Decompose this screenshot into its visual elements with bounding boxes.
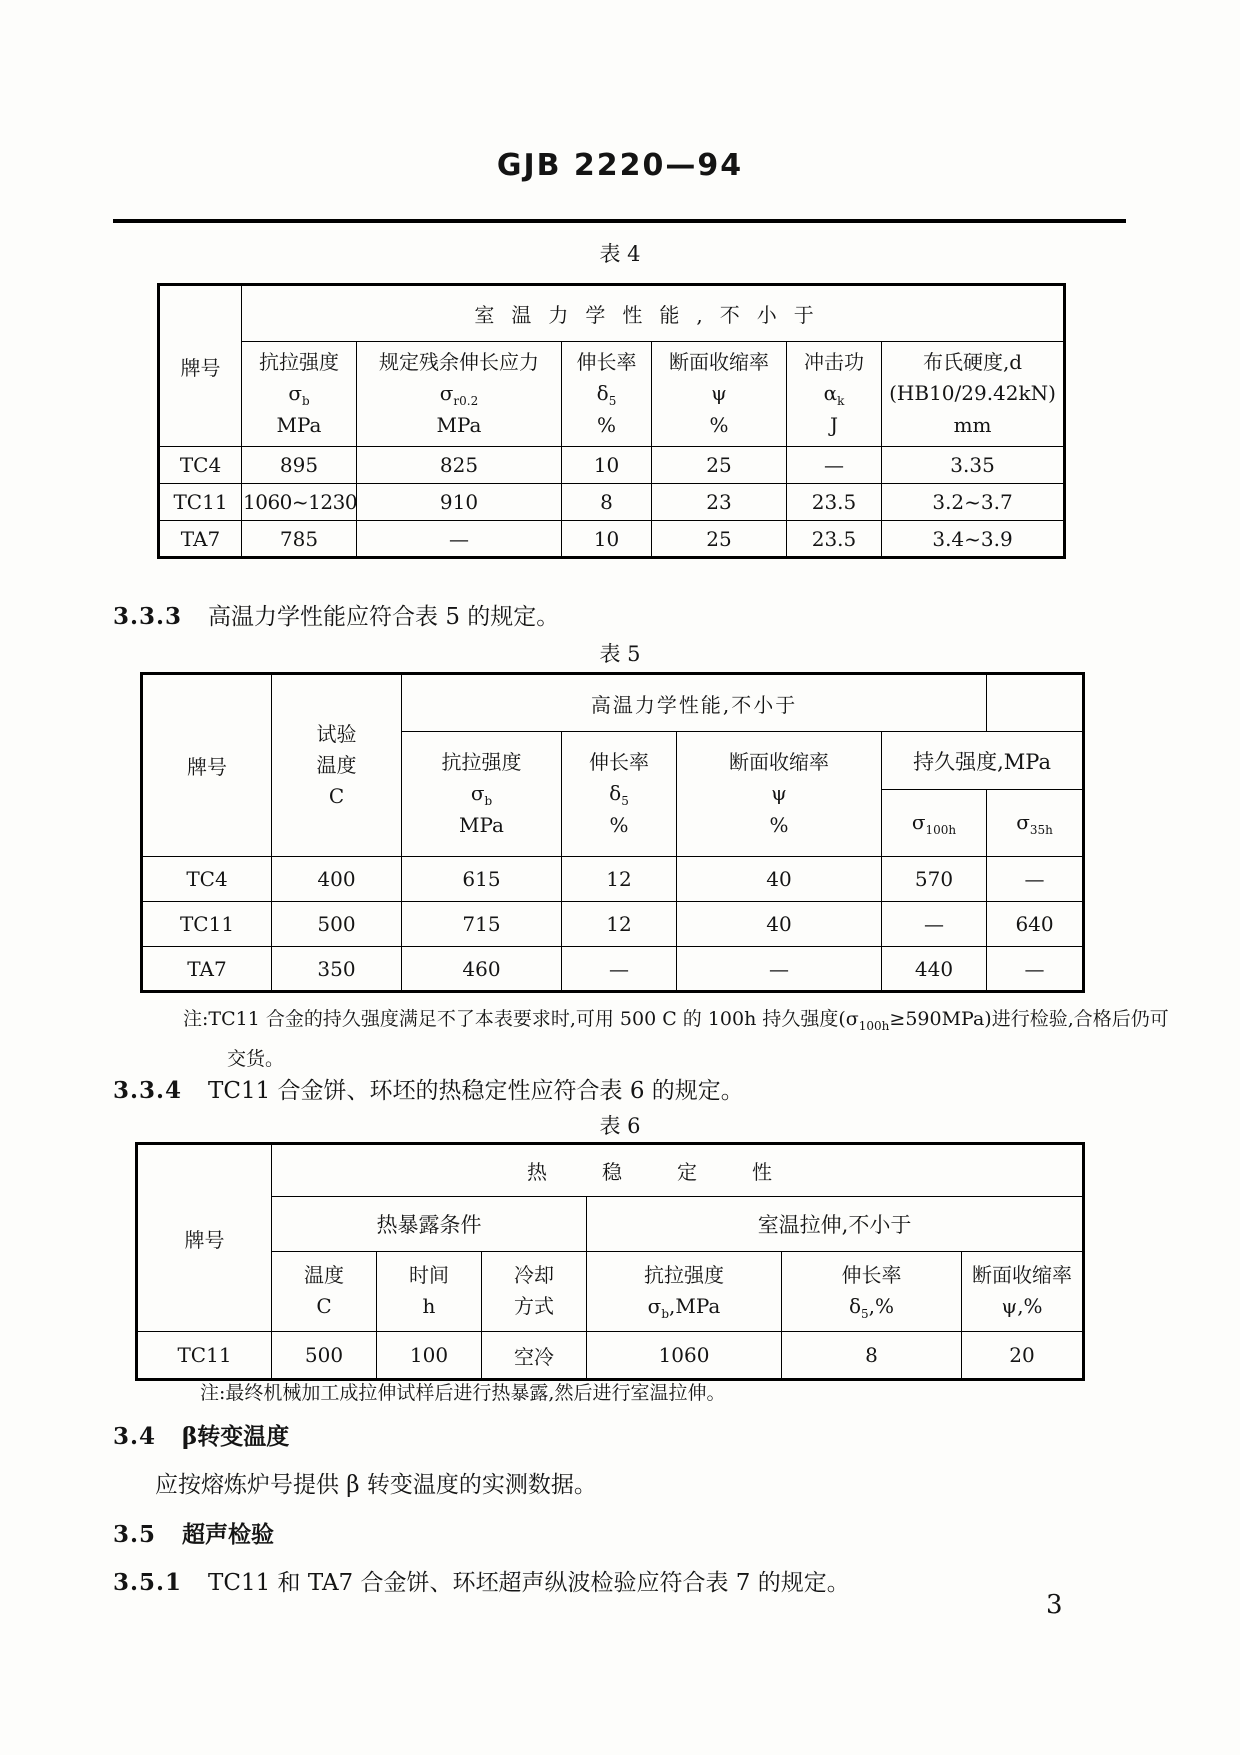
- data-cell: —: [987, 857, 1084, 902]
- col-title: 抗拉强度: [644, 1262, 724, 1287]
- data-cell: 3.35: [882, 447, 1065, 484]
- data-cell: 400: [272, 857, 402, 902]
- section-title: 超声检验: [182, 1521, 275, 1548]
- grade-cell: TC11: [137, 1332, 272, 1380]
- table-header-row: [159, 342, 1065, 447]
- table-row: [142, 947, 1084, 992]
- col-title: 抗拉强度: [259, 349, 339, 374]
- data-cell: 1060: [587, 1332, 782, 1380]
- data-cell: 500: [272, 902, 402, 947]
- col-symbol: $\delta_5$: [609, 780, 629, 808]
- table6-caption: 表 6: [599, 1114, 641, 1138]
- col-header-sigma-35h: $\sigma_{35h}$: [987, 790, 1084, 857]
- data-cell: 895: [242, 447, 357, 484]
- data-cell: 23: [652, 484, 787, 521]
- section-text: 应按熔炼炉号提供 β 转变温度的实测数据。: [155, 1472, 597, 1498]
- data-cell: 12: [562, 857, 677, 902]
- col-header-tensile-strength: [587, 1252, 782, 1332]
- grade-cell: TA7: [159, 521, 242, 558]
- grade-cell: TC11: [142, 902, 272, 947]
- col-header-cooling-mode: [482, 1252, 587, 1332]
- col-unit: C: [328, 784, 345, 808]
- note-line: 交货。: [227, 1047, 285, 1070]
- data-cell: 23.5: [787, 521, 882, 558]
- col-unit: mm: [953, 413, 992, 438]
- col-header-elongation: [782, 1252, 962, 1332]
- data-cell: 460: [402, 947, 562, 992]
- data-cell: 8: [562, 484, 652, 521]
- data-cell: 20: [962, 1332, 1084, 1380]
- col-symbol: $\delta_5$: [596, 380, 617, 408]
- col-header-reduction-of-area: [677, 732, 882, 857]
- section-number: 3.5.1: [113, 1569, 183, 1596]
- section-3-4-body: [155, 1466, 597, 1499]
- data-cell: 23.5: [787, 484, 882, 521]
- col-header-tensile-strength: [402, 732, 562, 857]
- data-cell: 640: [987, 902, 1084, 947]
- table-row: [137, 1332, 1084, 1380]
- table4-caption: 表 4: [599, 242, 641, 266]
- table-row: [159, 447, 1065, 484]
- data-cell: —: [562, 947, 677, 992]
- col-symbol: ψ,%: [1001, 1293, 1043, 1318]
- col-title: 规定残余伸长应力: [379, 349, 539, 374]
- col-header-brinell-hardness: [882, 342, 1065, 447]
- section-title: β转变温度: [182, 1423, 290, 1450]
- col-title: 冲击功: [804, 349, 864, 374]
- col-header-sigma-100h: $\sigma_{100h}$: [882, 790, 987, 857]
- data-cell: 12: [562, 902, 677, 947]
- col-symbol: $\sigma_b,MPa$: [647, 1293, 721, 1321]
- col-title: 布氏硬度,d: [922, 349, 1023, 374]
- table-row: [159, 484, 1065, 521]
- section-3-5-1: [113, 1564, 850, 1597]
- data-cell: 615: [402, 857, 562, 902]
- table-row: [142, 857, 1084, 902]
- table5-note: [183, 1000, 1169, 1080]
- data-cell: 3.2~3.7: [882, 484, 1065, 521]
- data-cell: 空冷: [482, 1332, 587, 1380]
- section-3-4: [113, 1418, 289, 1451]
- table4-grade-header: 牌号: [159, 285, 242, 447]
- col-title: 方式: [514, 1293, 554, 1318]
- table6-note: 注:最终机械加工成拉伸试样后进行热暴露,然后进行室温拉伸。: [200, 1382, 726, 1404]
- col-unit: %: [596, 413, 616, 438]
- col-unit: %: [769, 813, 789, 838]
- grade-cell: TC4: [142, 857, 272, 902]
- col-unit: h: [422, 1293, 436, 1318]
- data-cell: 1060~1230: [242, 484, 357, 521]
- section-3-3-3: [113, 598, 559, 631]
- data-cell: 40: [677, 857, 882, 902]
- col-symbol: (HB10/29.42kN): [889, 380, 1056, 405]
- col-header-time: [377, 1252, 482, 1332]
- table-header-row: [137, 1252, 1084, 1332]
- col-title: 断面收缩率: [972, 1262, 1073, 1287]
- group-header-room-temp-tension: 室温拉伸,不小于: [587, 1197, 1084, 1252]
- col-unit: %: [609, 813, 629, 838]
- section-3-3-4: [113, 1072, 744, 1105]
- col-unit: MPa: [276, 413, 322, 438]
- section-number: 3.5: [113, 1521, 157, 1548]
- data-cell: 825: [357, 447, 562, 484]
- col-header-temperature: [272, 1252, 377, 1332]
- page-number: 3: [1046, 1590, 1063, 1620]
- grade-cell: TA7: [142, 947, 272, 992]
- col-unit: MPa: [436, 413, 482, 438]
- table-header-row: [142, 674, 1084, 732]
- data-cell: 715: [402, 902, 562, 947]
- col-header-elongation: [562, 732, 677, 857]
- table-4-room-temp-properties: [157, 283, 1066, 559]
- col-title: 伸长率: [589, 749, 649, 774]
- col-title: 时间: [409, 1262, 449, 1287]
- table5-test-temp-header: [272, 674, 402, 857]
- data-cell: 8: [782, 1332, 962, 1380]
- table-header-row: [137, 1197, 1084, 1252]
- table-6-thermal-stability: [135, 1142, 1085, 1381]
- col-symbol: $\sigma_b$: [288, 380, 310, 408]
- data-cell: 100: [377, 1332, 482, 1380]
- data-cell: —: [882, 902, 987, 947]
- col-symbol: $\sigma_{r0.2}$: [439, 380, 479, 408]
- data-cell: 25: [652, 447, 787, 484]
- col-header-reduction-of-area: [652, 342, 787, 447]
- col-header-tensile-strength: [242, 342, 357, 447]
- col-title: 断面收缩率: [729, 749, 829, 774]
- col-title: 温度: [304, 1262, 344, 1287]
- table5-caption: 表 5: [599, 642, 641, 666]
- col-symbol: ψ: [711, 380, 727, 405]
- grade-cell: TC11: [159, 484, 242, 521]
- col-header-impact-energy: [787, 342, 882, 447]
- data-cell: —: [987, 947, 1084, 992]
- col-title: 温度: [316, 753, 357, 777]
- section-3-5: [113, 1516, 274, 1549]
- data-cell: 570: [882, 857, 987, 902]
- table6-span-header: 热稳定性: [272, 1144, 1084, 1197]
- col-title: 伸长率: [576, 349, 637, 374]
- col-header-reduction-of-area: [962, 1252, 1084, 1332]
- col-symbol: $\alpha_k$: [823, 380, 845, 408]
- col-title: 冷却: [514, 1262, 554, 1287]
- data-cell: —: [787, 447, 882, 484]
- col-unit: MPa: [459, 813, 504, 838]
- table-header-row: [159, 285, 1065, 342]
- col-title: 抗拉强度: [441, 749, 522, 774]
- table5-grade-header: 牌号: [142, 674, 272, 857]
- col-header-endurance-strength: 持久强度,MPa: [882, 732, 1084, 790]
- grade-cell: TC4: [159, 447, 242, 484]
- data-cell: 440: [882, 947, 987, 992]
- data-cell: —: [677, 947, 882, 992]
- col-title: 试验: [316, 722, 357, 746]
- col-unit: C: [316, 1293, 332, 1318]
- section-text: 高温力学性能应符合表 5 的规定。: [208, 604, 560, 630]
- header-rule: [113, 219, 1126, 223]
- note-line: 注:TC11 合金的持久强度满足不了本表要求时,可用 500 C 的 100h 持久强度$(\sigma_{100h}\ge 590MPa)$进行检验,合格后仍可: [183, 1008, 1169, 1033]
- col-symbol: $\delta_5,\%$: [848, 1293, 895, 1321]
- table-5-high-temp-properties: [140, 672, 1085, 993]
- col-symbol: ψ: [771, 780, 787, 805]
- table6-grade-header: 牌号: [137, 1144, 272, 1332]
- section-number: 3.3.3: [113, 603, 183, 630]
- table4-span-header: 室温力学性能,不小于: [242, 285, 1065, 342]
- col-unit: %: [709, 413, 729, 438]
- col-header-elongation: [562, 342, 652, 447]
- data-cell: 500: [272, 1332, 377, 1380]
- table-row: [159, 521, 1065, 558]
- data-cell: 10: [562, 521, 652, 558]
- col-unit: J: [829, 413, 839, 438]
- data-cell: 785: [242, 521, 357, 558]
- section-number: 3.4: [113, 1423, 157, 1450]
- col-title: 伸长率: [841, 1262, 902, 1287]
- data-cell: 25: [652, 521, 787, 558]
- group-header-heat-exposure: 热暴露条件: [272, 1197, 587, 1252]
- data-cell: 40: [677, 902, 882, 947]
- col-title: 断面收缩率: [669, 349, 769, 374]
- standard-number-title: GJB 2220—94: [496, 148, 744, 183]
- data-cell: 10: [562, 447, 652, 484]
- section-text: TC11 和 TA7 合金饼、环坯超声纵波检验应符合表 7 的规定。: [208, 1570, 850, 1596]
- data-cell: 3.4~3.9: [882, 521, 1065, 558]
- data-cell: 910: [357, 484, 562, 521]
- section-number: 3.3.4: [113, 1077, 183, 1104]
- data-cell: 350: [272, 947, 402, 992]
- table-row: [142, 902, 1084, 947]
- section-text: TC11 合金饼、环坯的热稳定性应符合表 6 的规定。: [208, 1078, 744, 1104]
- col-header-residual-elongation-stress: [357, 342, 562, 447]
- data-cell: —: [357, 521, 562, 558]
- table5-span-header: 高温力学性能,不小于: [402, 674, 987, 732]
- table-header-row: [137, 1144, 1084, 1197]
- col-symbol: $\sigma_b$: [470, 780, 493, 808]
